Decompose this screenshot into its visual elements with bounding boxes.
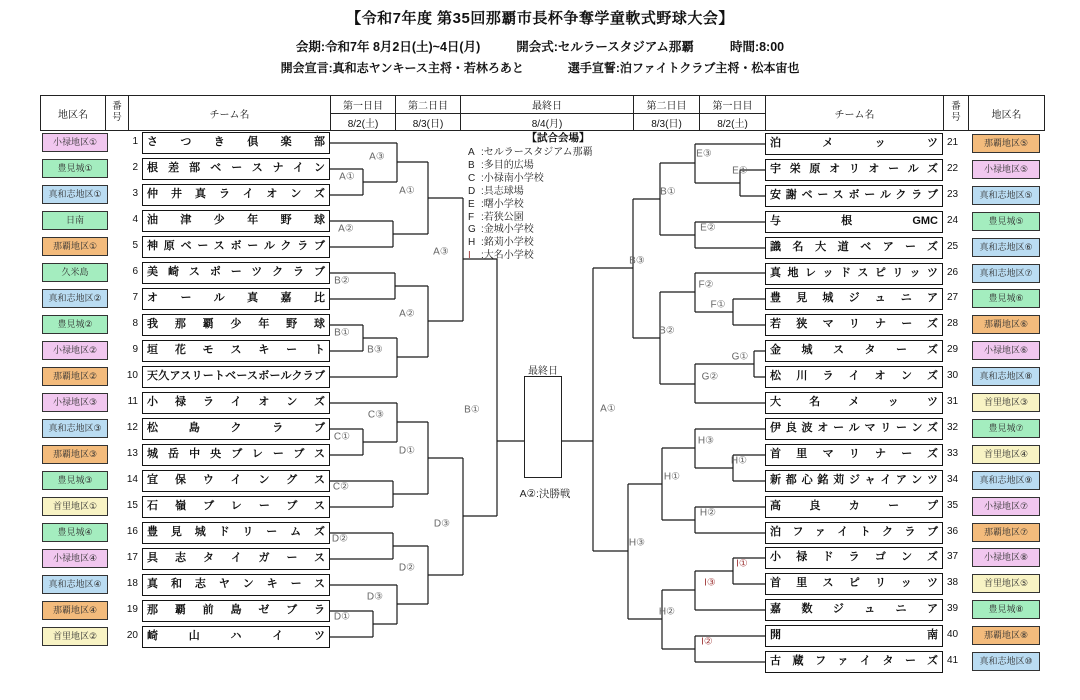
team-name-box: 真地レッドスピリッツ — [765, 263, 943, 285]
venue-row — [468, 160, 698, 173]
district-badge: 真和志地区⑦ — [972, 264, 1040, 283]
game-label: G② — [701, 371, 719, 383]
district-badge: 真和志地区④ — [42, 575, 108, 594]
team-number: 5 — [132, 240, 138, 251]
venue-name: :曙小学校 — [481, 198, 524, 210]
team-name-box: 垣花モスキート — [142, 340, 330, 362]
district-badge: 豊見城⑦ — [972, 419, 1040, 438]
district-badge: 小禄地区⑧ — [972, 548, 1040, 567]
team-name-box: 真和志ヤンキース — [142, 574, 330, 596]
game-label: I③ — [704, 577, 716, 589]
team-name-box: 松川ライオンズ — [765, 366, 943, 388]
district-badge: 真和志地区⑤ — [972, 186, 1040, 205]
team-name-box: 金城スターズ — [765, 340, 943, 362]
venue-name: :セルラースタジアム那覇 — [481, 147, 593, 158]
team-number: 40 — [947, 629, 959, 640]
venue-code: B — [468, 159, 475, 171]
team-name-box: 伊良波オールマリーンズ — [765, 418, 943, 440]
team-number: 15 — [126, 500, 138, 511]
team-number: 3 — [132, 188, 138, 199]
game-label: I② — [701, 636, 713, 648]
district-badge: 那覇地区⑦ — [972, 523, 1040, 542]
game-label: B① — [464, 404, 480, 416]
final-match-note: A②:決勝戦 — [519, 488, 571, 500]
team-name-box: 崎山ハイツ — [142, 626, 330, 648]
district-badge: 小禄地区⑤ — [972, 160, 1040, 179]
game-label: A① — [339, 171, 355, 183]
header-final-day: 最終日 — [460, 95, 634, 114]
team-number: 39 — [947, 603, 959, 614]
team-name-box: 我那覇少年野球 — [142, 314, 330, 336]
team-number: 14 — [126, 474, 138, 485]
venue-name: :若狭公園 — [481, 211, 524, 223]
game-label: B② — [659, 325, 675, 337]
district-badge: 那覇地区④ — [42, 601, 108, 620]
game-label: H③ — [697, 435, 715, 447]
team-name-box: 美崎スポーツクラブ — [142, 262, 330, 284]
district-badge: 豊見城① — [42, 159, 108, 178]
team-name-box: 高良カープ — [765, 496, 943, 518]
team-name-box: 仲井真ライオンズ — [142, 184, 330, 206]
team-name-box: 豊見城ドリームズ — [142, 522, 330, 544]
team-number: 24 — [947, 215, 959, 226]
opening-ceremony-text: 開会式:セルラースタジアム那覇 — [516, 40, 694, 54]
team-name-box: 識名大道ベアーズ — [765, 237, 943, 259]
district-badge: 小禄地区② — [42, 341, 108, 360]
district-badge: 小禄地区④ — [42, 549, 108, 568]
time-text: 時間:8:00 — [729, 40, 785, 54]
district-badge: 首里地区⑤ — [972, 574, 1040, 593]
team-name-box: 首里マリナーズ — [765, 444, 943, 466]
district-badge: 那覇地区⑤ — [972, 134, 1040, 153]
team-number: 38 — [947, 577, 959, 588]
game-label: E② — [700, 222, 716, 234]
district-badge: 那覇地区③ — [42, 445, 108, 464]
team-number: 36 — [947, 526, 959, 537]
team-number: 21 — [947, 137, 959, 148]
district-badge: 小禄地区⑥ — [972, 341, 1040, 360]
team-number: 31 — [947, 396, 959, 407]
game-label: B① — [660, 186, 676, 198]
district-badge: 真和志地区⑧ — [972, 367, 1040, 386]
opening-declaration-text: 開会宣言:真和志ヤンキース主将・若林ろあと — [280, 61, 524, 75]
venue-code: C — [468, 172, 476, 184]
venue-name: :大名小学校 — [481, 250, 534, 262]
team-name-box: 宇栄原オリオールズ — [765, 159, 943, 181]
district-badge: 豊見城⑧ — [972, 600, 1040, 619]
team-number: 35 — [947, 500, 959, 511]
header-district-left: 地区名 — [40, 95, 106, 131]
schedule-text: 会期:令和7年 8月2日(土)~4日(月) — [295, 40, 481, 54]
venue-name: :多目的広場 — [481, 159, 534, 171]
venue-code: E — [468, 198, 475, 210]
team-name-box: 泊ファイトクラブ — [765, 522, 943, 544]
team-name-box: 若狭マリナーズ — [765, 314, 943, 336]
district-badge: 那覇地区⑥ — [972, 315, 1040, 334]
team-number: 30 — [947, 370, 959, 381]
game-label: H① — [663, 471, 681, 483]
venue-code: I — [468, 250, 471, 262]
team-number: 18 — [126, 578, 138, 589]
team-number: 10 — [126, 370, 138, 381]
team-number: 25 — [947, 241, 959, 252]
team-name-box: 新都心銘苅ジャイアンツ — [765, 470, 943, 492]
team-name-box: 嘉数ジュニア — [765, 599, 943, 621]
game-label: A③ — [433, 246, 449, 258]
game-label: D① — [398, 445, 416, 457]
game-label: D① — [333, 611, 351, 623]
district-badge: 真和志地区⑨ — [972, 471, 1040, 490]
team-name-box: 石嶺ブレーブス — [142, 496, 330, 518]
team-name-box: 神原ベースボールクラブ — [142, 236, 330, 258]
venue-row — [468, 224, 698, 237]
game-label: E① — [732, 165, 748, 177]
venue-row — [468, 173, 698, 186]
district-badge: 小禄地区① — [42, 133, 108, 152]
team-name-box: 大名メッツ — [765, 392, 943, 414]
venue-legend-title: 【試合会場】 — [526, 132, 590, 144]
district-badge: 豊見城⑥ — [972, 289, 1040, 308]
header-day1-right: 第一日目 — [699, 95, 766, 114]
venue-name: :小禄南小学校 — [481, 172, 544, 184]
district-badge: 豊見城⑤ — [972, 212, 1040, 231]
district-badge: 小禄地区③ — [42, 393, 108, 412]
venue-code: H — [468, 237, 476, 249]
game-label: C① — [333, 431, 351, 443]
venue-code: D — [468, 185, 476, 197]
venue-row — [468, 250, 698, 263]
header-number-label: 番号 — [951, 101, 961, 123]
team-number: 33 — [947, 448, 959, 459]
team-name-box: 具志タイガース — [142, 548, 330, 570]
team-number: 20 — [126, 630, 138, 641]
team-name-box: 与根GMC — [765, 211, 943, 233]
team-number: 23 — [947, 189, 959, 200]
district-badge: 首里地区③ — [972, 393, 1040, 412]
venue-name: :銘苅小学校 — [481, 237, 534, 249]
team-name-box: 城岳中央ブレーブス — [142, 444, 330, 466]
team-number: 34 — [947, 474, 959, 485]
game-label: F① — [710, 299, 726, 311]
team-number: 26 — [947, 267, 959, 278]
team-number: 12 — [126, 422, 138, 433]
page-title: 【令和7年度 第35回那覇市長杯争奪学童軟式野球大会】 — [346, 10, 734, 27]
game-label: H② — [658, 606, 676, 618]
team-name-box: 安謝ベースボールクラブ — [765, 185, 943, 207]
team-name-box: さつき倶楽部 — [142, 132, 330, 154]
district-badge: 豊見城② — [42, 315, 108, 334]
header-day2-right-date: 8/3(日) — [633, 113, 700, 131]
team-number: 2 — [132, 162, 138, 173]
district-badge: 日南 — [42, 211, 108, 230]
game-label: B③ — [629, 255, 645, 267]
district-badge: 真和志地区⑩ — [972, 652, 1040, 671]
district-badge: 首里地区④ — [972, 445, 1040, 464]
district-badge: 真和志地区① — [42, 185, 108, 204]
venue-row — [468, 237, 698, 250]
team-name-box: 豊見城ジュニア — [765, 288, 943, 310]
game-label: G① — [731, 351, 749, 363]
team-name-box: 小禄ライオンズ — [142, 392, 330, 414]
game-label: B① — [334, 327, 350, 339]
district-badge: 首里地区② — [42, 627, 108, 646]
game-label: H② — [699, 507, 717, 519]
team-number: 28 — [947, 318, 959, 329]
district-badge: 豊見城④ — [42, 523, 108, 542]
district-badge: 豊見城③ — [42, 471, 108, 490]
game-label: C② — [332, 481, 350, 493]
team-name-box: 開南 — [765, 625, 943, 647]
district-badge: 小禄地区⑦ — [972, 497, 1040, 516]
venue-code: F — [468, 211, 475, 223]
venue-row — [468, 147, 698, 160]
game-label: D③ — [433, 518, 451, 530]
game-label: H③ — [628, 537, 646, 549]
team-name-box: 首里スピリッツ — [765, 573, 943, 595]
team-number: 8 — [132, 318, 138, 329]
district-badge: 真和志地区③ — [42, 419, 108, 438]
team-number: 4 — [132, 214, 138, 225]
header-final-day-date: 8/4(月) — [460, 113, 634, 131]
header-day1-right-date: 8/2(土) — [699, 113, 766, 131]
team-name-box: 松島クラブ — [142, 418, 330, 440]
team-name-box: オール真嘉比 — [142, 288, 330, 310]
header-day2-right: 第二日目 — [633, 95, 700, 114]
venue-code: G — [468, 224, 476, 236]
team-number: 1 — [132, 136, 138, 147]
game-label: I① — [736, 558, 748, 570]
team-name-box: 天久アスリートベースボールクラブ — [142, 366, 330, 388]
district-badge: 那覇地区① — [42, 237, 108, 256]
game-label: H① — [730, 455, 748, 467]
team-name-box: 根差部ベースナイン — [142, 158, 330, 180]
header-day2-left: 第二日目 — [395, 95, 461, 114]
district-badge: 真和志地区⑥ — [972, 238, 1040, 257]
team-name-box: 小禄ドラゴンズ — [765, 547, 943, 569]
venue-name: :具志球場 — [481, 185, 524, 197]
district-badge: 首里地区① — [42, 497, 108, 516]
team-name-box: 泊メッツ — [765, 133, 943, 155]
team-number: 13 — [126, 448, 138, 459]
header-number-label: 番号 — [112, 101, 122, 123]
header-district-right: 地区名 — [968, 95, 1045, 131]
district-badge: 久米島 — [42, 263, 108, 282]
venue-name: :金城小学校 — [481, 224, 534, 236]
team-name-box: 宜保ウイングス — [142, 470, 330, 492]
district-badge: 那覇地区② — [42, 367, 108, 386]
game-label: A① — [600, 403, 616, 415]
team-number: 22 — [947, 163, 959, 174]
team-number: 11 — [127, 396, 138, 407]
team-name-box: 油津少年野球 — [142, 210, 330, 232]
team-name-box: 古蔵ファイターズ — [765, 651, 943, 673]
header-day1-left-date: 8/2(土) — [330, 113, 396, 131]
venue-row — [468, 199, 698, 212]
district-badge: 真和志地区② — [42, 289, 108, 308]
team-number: 41 — [947, 655, 959, 666]
game-label: A① — [399, 185, 415, 197]
game-label: A② — [338, 223, 354, 235]
team-number: 32 — [947, 422, 959, 433]
header-day2-left-date: 8/3(日) — [395, 113, 461, 131]
game-label: A③ — [369, 151, 385, 163]
header-day1-left: 第一日目 — [330, 95, 396, 114]
team-number: 6 — [132, 266, 138, 277]
team-number: 7 — [132, 292, 138, 303]
game-label: E③ — [696, 148, 712, 160]
team-number: 16 — [126, 526, 138, 537]
district-badge: 那覇地区⑧ — [972, 626, 1040, 645]
header-team-right: チーム名 — [765, 95, 944, 131]
game-label: D③ — [366, 591, 384, 603]
header-team-left: チーム名 — [128, 95, 331, 131]
venue-row — [468, 212, 698, 225]
team-number: 29 — [947, 344, 959, 355]
game-label: B③ — [367, 344, 383, 356]
team-number: 37 — [947, 551, 959, 562]
game-label: D② — [398, 562, 416, 574]
team-name-box: 那覇前島ゼブラ — [142, 600, 330, 622]
game-label: B② — [334, 275, 350, 287]
team-number: 27 — [947, 292, 959, 303]
team-number: 17 — [126, 552, 138, 563]
final-day-label: 最終日 — [528, 366, 558, 377]
game-label: D② — [331, 533, 349, 545]
game-label: F② — [698, 279, 714, 291]
game-label: C③ — [367, 409, 385, 421]
players-oath-text: 選手宣誓:泊ファイトクラブ主将・松本宙也 — [567, 61, 800, 75]
team-number: 9 — [132, 344, 138, 355]
team-number: 19 — [126, 604, 138, 615]
champion-box — [524, 376, 562, 478]
venue-code: A — [468, 147, 475, 158]
game-label: A② — [399, 308, 415, 320]
